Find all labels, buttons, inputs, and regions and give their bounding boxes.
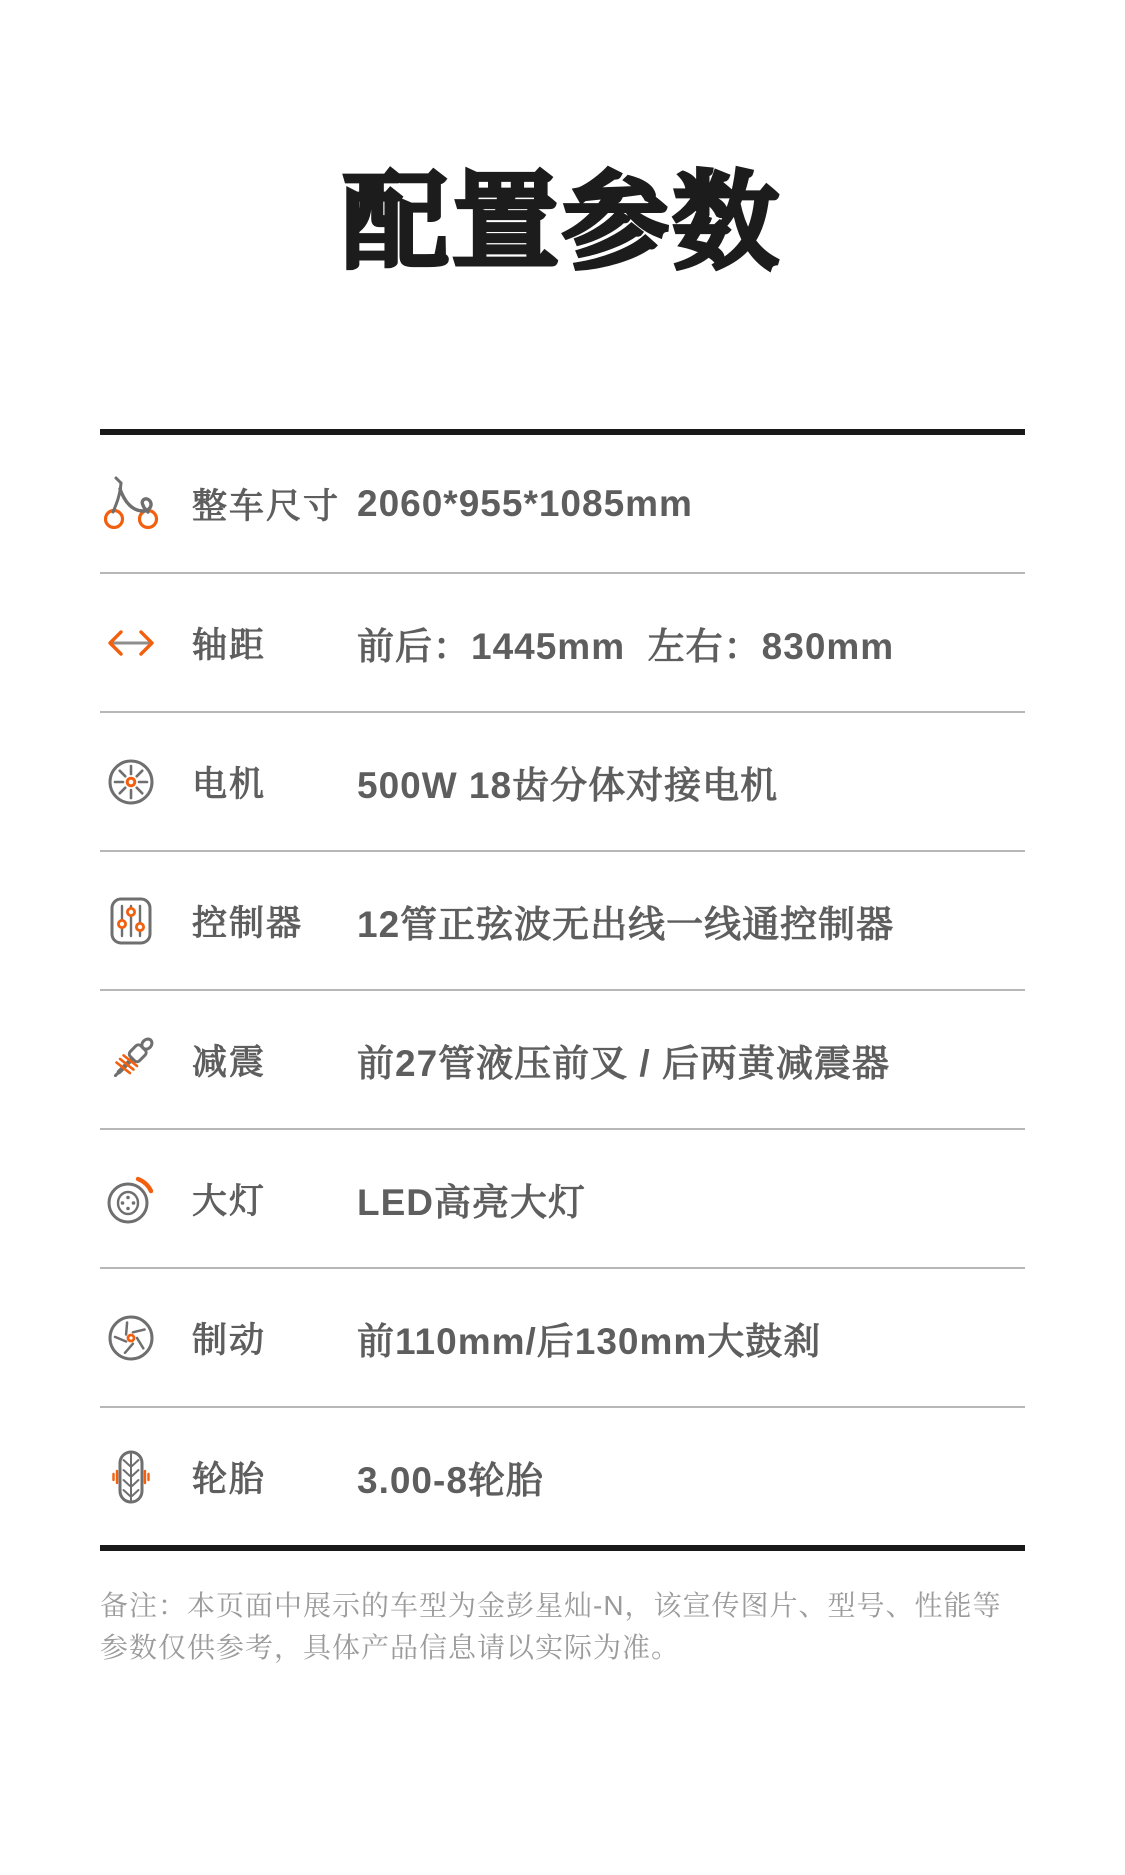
spec-label: 减震 (192, 1042, 267, 1082)
spec-row-controller (100, 852, 1025, 991)
shock-absorber-icon (100, 1029, 162, 1091)
spec-row-suspension (100, 991, 1025, 1130)
motor-icon (100, 751, 162, 813)
spec-value: 3.00-8轮胎 (357, 1459, 544, 1501)
spec-row-headlight (100, 1130, 1025, 1269)
spec-label: 整车尺寸 (192, 486, 341, 526)
spec-row-motor (100, 713, 1025, 852)
brake-icon (100, 1307, 162, 1369)
tire-icon (100, 1446, 162, 1508)
spec-row-tires (100, 1408, 1025, 1545)
spec-label: 大灯 (192, 1181, 267, 1221)
spec-value: 前后：1445mm 左右：830mm (357, 625, 895, 667)
disclaimer-note: 备注：本页面中展示的车型为金彭星灿-N，该宣传图片、型号、性能等参数仅供参考，具体产品信息请以实际为准。 (100, 1590, 1002, 1664)
spec-value: 前110mm/后130mm大鼓刹 (357, 1320, 822, 1362)
spec-value: 500W 18齿分体对接电机 (357, 764, 779, 806)
spec-value: 前27管液压前叉 / 后两黄减震器 (357, 1042, 890, 1084)
spec-label: 控制器 (192, 903, 304, 943)
spec-label: 制动 (192, 1320, 267, 1360)
spec-value: 2060*955*1085mm (357, 482, 693, 524)
spec-label: 电机 (192, 764, 267, 804)
spec-row-overall-size (100, 435, 1025, 574)
spec-row-brakes (100, 1269, 1025, 1408)
spec-table (100, 429, 1025, 1551)
spec-value: LED高亮大灯 (357, 1181, 586, 1223)
controller-icon (100, 890, 162, 952)
spec-label: 轮胎 (192, 1459, 267, 1499)
spec-value: 12管正弦波无出线一线通控制器 (357, 903, 895, 945)
spec-row-wheelbase (100, 574, 1025, 713)
spec-label: 轴距 (192, 625, 267, 665)
scooter-icon (100, 473, 162, 535)
double-arrow-icon (100, 612, 162, 674)
page-title: 配置参数 (342, 164, 783, 282)
headlight-icon (100, 1168, 162, 1230)
